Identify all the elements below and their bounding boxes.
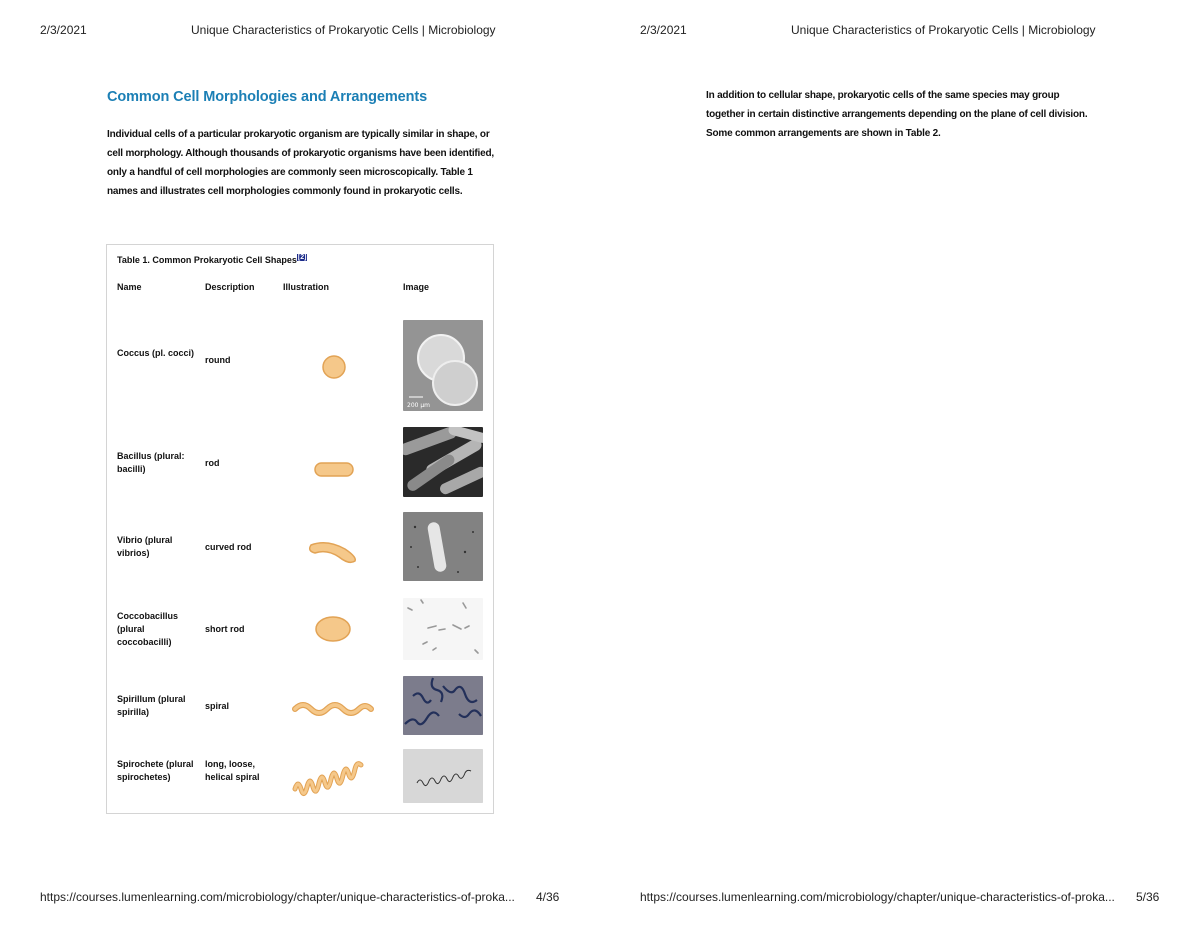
- spirillum-illustration: [287, 675, 377, 735]
- table-row: [107, 747, 493, 807]
- intro-paragraph: Individual cells of a particular prokaryotic organism are typically similar in shape, or cell morphology. Although thousands of prokaryotic organisms have been identified, only a handful of cell morphologies are commonly seen microscopically. Table 1 names and illustrates cell morphologies commonly found in prokaryotic cells.: [107, 129, 494, 197]
- spirillum-micrograph: [403, 676, 483, 735]
- table-row: [107, 509, 493, 581]
- spirochete-illustration: [287, 749, 377, 809]
- table-row: [107, 673, 493, 737]
- row-name: Spirillum (plural spirilla): [117, 694, 186, 717]
- row-description: long, loose, helical spiral: [205, 759, 260, 782]
- table-row: [107, 595, 493, 667]
- header-title: Unique Characteristics of Prokaryotic Cells | Microbiology: [191, 23, 496, 37]
- column-header-description: Description: [205, 282, 255, 292]
- row-name: Vibrio (plural vibrios): [117, 535, 173, 558]
- vibrio-micrograph: [403, 512, 483, 581]
- table-row: [107, 425, 493, 497]
- scale-bar-label: 200 µm: [407, 402, 431, 409]
- row-name: Coccus (pl. cocci): [117, 348, 195, 358]
- footnote-link[interactable]: [2]: [297, 254, 307, 261]
- vibrio-illustration: [287, 515, 377, 575]
- column-header-image: Image: [403, 282, 430, 292]
- table-row: [107, 319, 493, 413]
- footer-url[interactable]: https://courses.lumenlearning.com/microbiology/chapter/unique-characteristics-of-proka...: [40, 890, 515, 904]
- spirochete-micrograph: [403, 749, 483, 803]
- footer-url[interactable]: https://courses.lumenlearning.com/microbiology/chapter/unique-characteristics-of-proka...: [640, 890, 1115, 904]
- bacillus-micrograph: [403, 427, 483, 497]
- row-name: Bacillus (plural: bacilli): [117, 451, 185, 474]
- table-caption: Table 1. Common Prokaryotic Cell Shapes[2]: [117, 254, 307, 265]
- section-heading: Common Cell Morphologies and Arrangements: [107, 89, 428, 105]
- row-description: rod: [205, 458, 220, 468]
- arrangements-paragraph: In addition to cellular shape, prokaryotic cells of the same species may group together in certain distinctive arrangements depending on the plane of cell division. Some common arrangements are shown in Table 2.: [706, 90, 1088, 139]
- row-description: curved rod: [205, 542, 252, 552]
- column-header-illustration: Illustration: [283, 282, 330, 292]
- row-name: Spirochete (plural spirochetes): [117, 759, 194, 782]
- coccus-micrograph: [403, 320, 483, 411]
- bacillus-illustration: [287, 433, 377, 493]
- row-name: Coccobacillus (plural coccobacilli): [117, 611, 179, 647]
- header-title: Unique Characteristics of Prokaryotic Cells | Microbiology: [791, 23, 1096, 37]
- header-date: 2/3/2021: [640, 23, 687, 37]
- row-description: short rod: [205, 624, 245, 634]
- cell-shapes-table: [106, 244, 494, 814]
- coccus-illustration: [287, 334, 377, 394]
- coccobacillus-micrograph: [403, 598, 483, 660]
- footer-page-number: 4/36: [536, 890, 560, 904]
- column-header-name: Name: [117, 282, 142, 292]
- header-date: 2/3/2021: [40, 23, 87, 37]
- row-description: spiral: [205, 701, 230, 711]
- row-description: round: [205, 355, 231, 365]
- footer-page-number: 5/36: [1136, 890, 1160, 904]
- coccobacillus-illustration: [287, 599, 377, 659]
